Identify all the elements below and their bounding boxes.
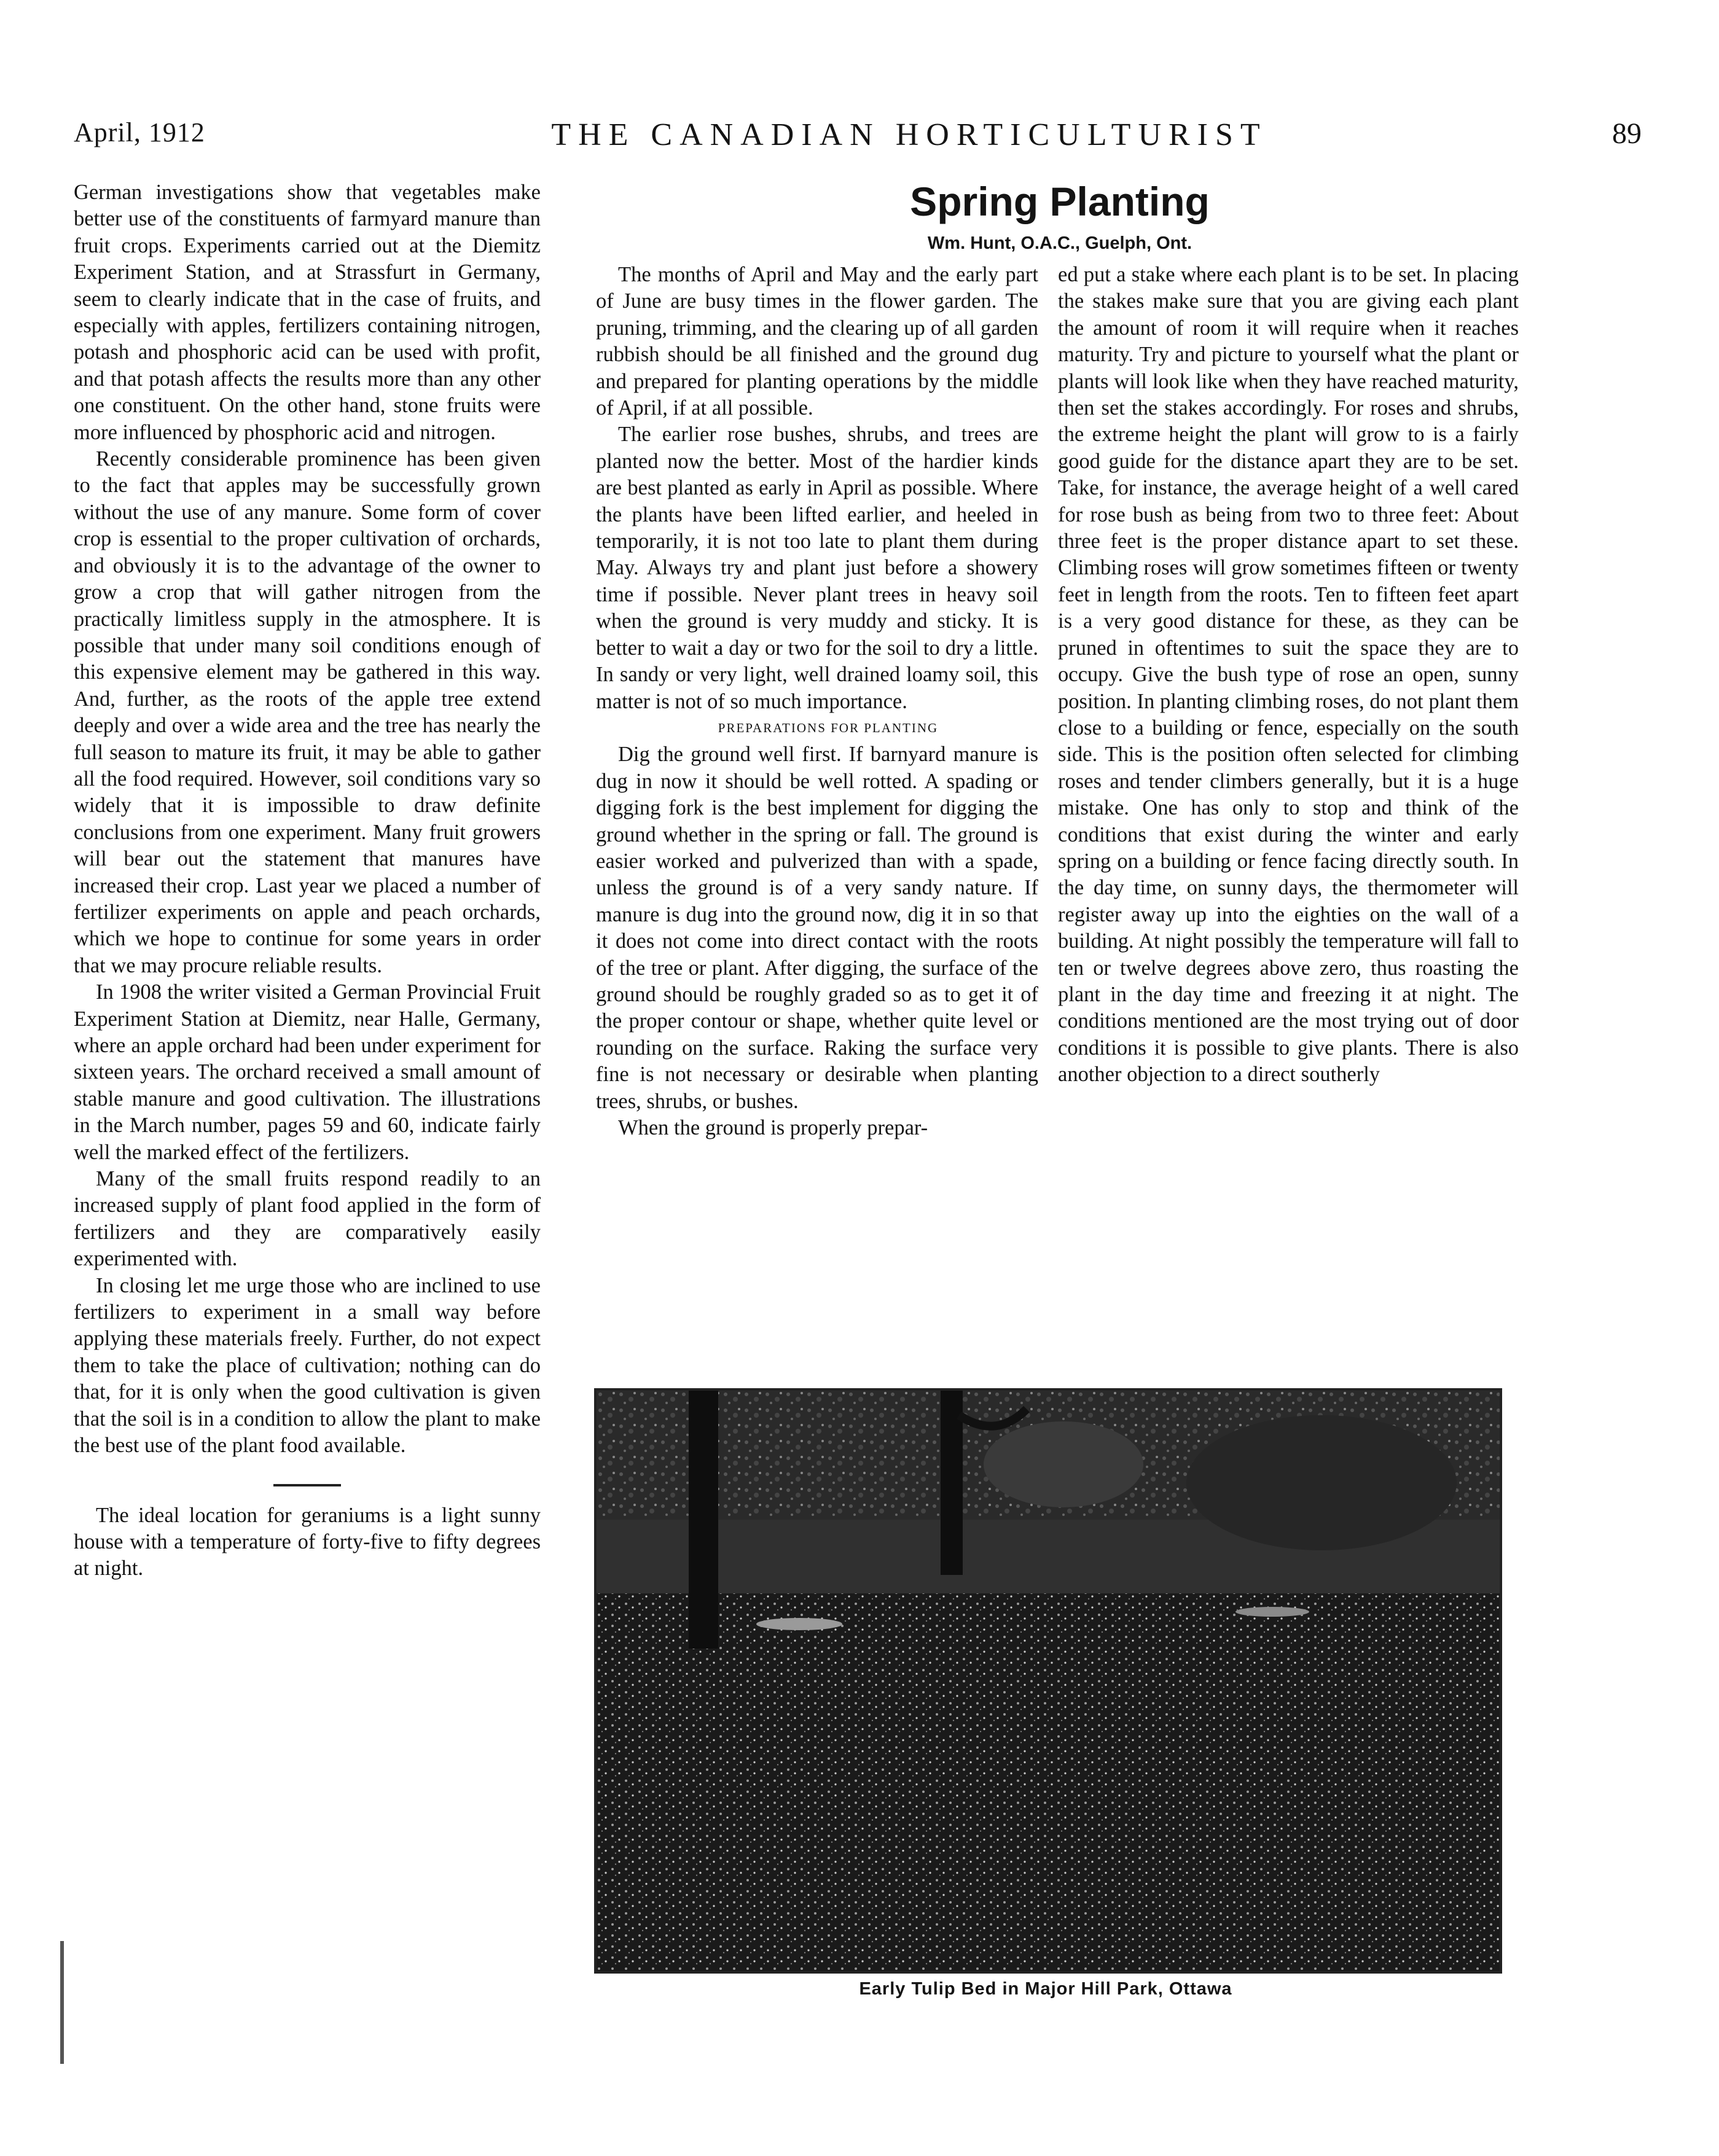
paragraph: German investigations show that vegetables make better use of the constituents of farmyard manure than fruit crops. Experiments carried out at the Diemitz Experiment Station, and at Strassfurt in Germany, seem to clearly indicate that in the case of fruits, and especially with apples, fertilizers containing nitrogen, potash and phosphoric acid can be used with profit, and that potash affects the results more than any other one constituent. On the other hand, stone fruits were more influenced by phosphoric acid and nitrogen. <box>74 181 541 444</box>
article-title: Spring Planting <box>910 179 1210 224</box>
article-column-middle <box>596 262 1038 1141</box>
paragraph: In 1908 the writer visited a German Provincial Fruit Experiment Station at Diemitz, near Halle, Germany, where an apple orchard had been under experiment for sixteen years. The orchard received a small amount of stable manure and good cultivation. The illustrations in the March number, pages 59 and 60, indicate fairly well the marked effect of the fertilizers. <box>74 980 541 1164</box>
paragraph: Many of the small fruits respond readily to an increased supply of plant food applied in the form of fertilizers and they are comparatively easily experimented with. <box>74 1167 541 1271</box>
section-subhead: PREPARATIONS FOR PLANTING <box>718 720 939 735</box>
section-divider <box>273 1484 341 1486</box>
photo-illustration <box>597 1391 1500 1971</box>
article-column-right <box>1058 262 1519 1088</box>
paragraph: The earlier rose bushes, shrubs, and trees are planted now the better. Most of the hardier kinds are best planted as early in April as possible. Where the plants have been lifted earlier, and heeled in temporarily, it is not too late to plant them during May. Always try and plant just before a showery time if possible. Never plant trees in heavy soil when the ground is very muddy and sticky. It is better to wait a day or two for the soil to dry a little. In sandy or very light, well drained loamy soil, this matter is not of so much importance. <box>596 423 1038 713</box>
article-byline: Wm. Hunt, O.A.C., Guelph, Ont. <box>927 233 1192 253</box>
paragraph: In closing let me urge those who are inclined to use fertilizers to experiment in a small way before applying these materials freely. Further, do not expect them to take the place of cultivation; nothing can do that, for it is only when the good cultivation is given that the soil is in a condition to allow the plant to make the best use of the plant food available. <box>74 1273 541 1458</box>
geranium-note: The ideal location for geraniums is a light sunny house with a temperature of forty-five to fifty degrees at night. <box>74 1503 541 1580</box>
tulip-bed-photo <box>594 1388 1502 1974</box>
page-header <box>74 117 1647 166</box>
paragraph: Dig the ground well first. If barnyard manure is dug in now it should be well rotted. A spading or digging fork is the best implement for digging the ground whether in the spring or fall. The ground is easier worked and pulverized than with a spade, unless the ground is of a very sandy nature. If manure is dug into the ground now, dig it in so that it does not come into direct contact with the roots of the tree or plant. After digging, the surface of the ground should be roughly graded so as to get it of the proper contour or shape, whether quite level or rounding on the surface. Raking the surface very fine is not necessary or desirable when planting trees, shrubs, or bushes. <box>596 743 1038 1113</box>
left-column <box>74 179 541 1582</box>
paragraph: ed put a stake where each plant is to be set. In placing the stakes make sure that you are giving each plant the amount of room it will require when it reaches maturity. Try and picture to yourself what the plant or plants will look like when they have reached maturity, then set the stakes accordingly. For roses and shrubs, the extreme height the plant will grow to is a fairly good guide for the distance apart they are to be set. Take, for instance, the average height of a well cared for rose bush as being from two to three feet: About three feet is the proper distance apart to set these. Climbing roses will grow sometimes fifteen or twenty feet in length from the roots. Ten to fifteen feet apart is a very good distance for these, as they can be pruned in oftentimes to suit the space they are to occupy. Give the bush type of rose an open, sunny position. In planting climbing roses, do not plant them close to a building or fence, especially on the south side. This is the position often selected for climbing roses and tender climbers generally, but it is a huge mistake. One has only to stop and think of the conditions that exist during the winter and early spring on a building or fence facing directly south. In the day time, on sunny days, the thermometer will register away up into the eighties on the wall of a building. At night possibly the temperature will fall to ten or twelve degrees above zero, thus roasting the plant in the day time and freezing it at night. The conditions mentioned are the most trying out of door conditions it is possible to give plants. There is also another objection to a direct southerly <box>1058 263 1519 1087</box>
paragraph: The months of April and May and the early part of June are busy times in the flower garden. The pruning, trimming, and the clearing up of all garden rubbish should be all finished and the ground dug and prepared for planting operations by the middle of April, if at all possible. <box>596 263 1038 420</box>
paragraph: Recently considerable prominence has been given to the fact that apples may be successfully grown without the use of any manure. Some form of cover crop is essential to the proper cultivation of orchards, and obviously it is to the advantage of the owner to grow a crop that will gather nitrogen from the practically limitless supply in the atmosphere. It is possible that under many soil conditions enough of this expensive element may be gathered in this way. And, further, as the roots of the apple tree extend deeply and over a wide area and the tree has nearly the full season to mature its fruit, it may be able to gather all the food required. However, soil conditions vary so widely that it is impossible to draw definite conclusions from one experiment. Many fruit growers will bear out the statement that manures have increased their crop. Last year we placed a number of fertilizer experiments on apple and peach orchards, which we hope to continue for some years in order that we may procure reliable results. <box>74 447 541 977</box>
journal-title: THE CANADIAN HORTICULTURIST <box>551 117 1267 152</box>
paragraph: When the ground is properly prepar- <box>618 1116 928 1139</box>
issue-date: April, 1912 <box>74 117 205 147</box>
photo-caption: Early Tulip Bed in Major Hill Park, Ottawa <box>859 1979 1232 1999</box>
page-number: 89 <box>1612 117 1642 150</box>
page-edge-mark <box>60 1941 64 2064</box>
